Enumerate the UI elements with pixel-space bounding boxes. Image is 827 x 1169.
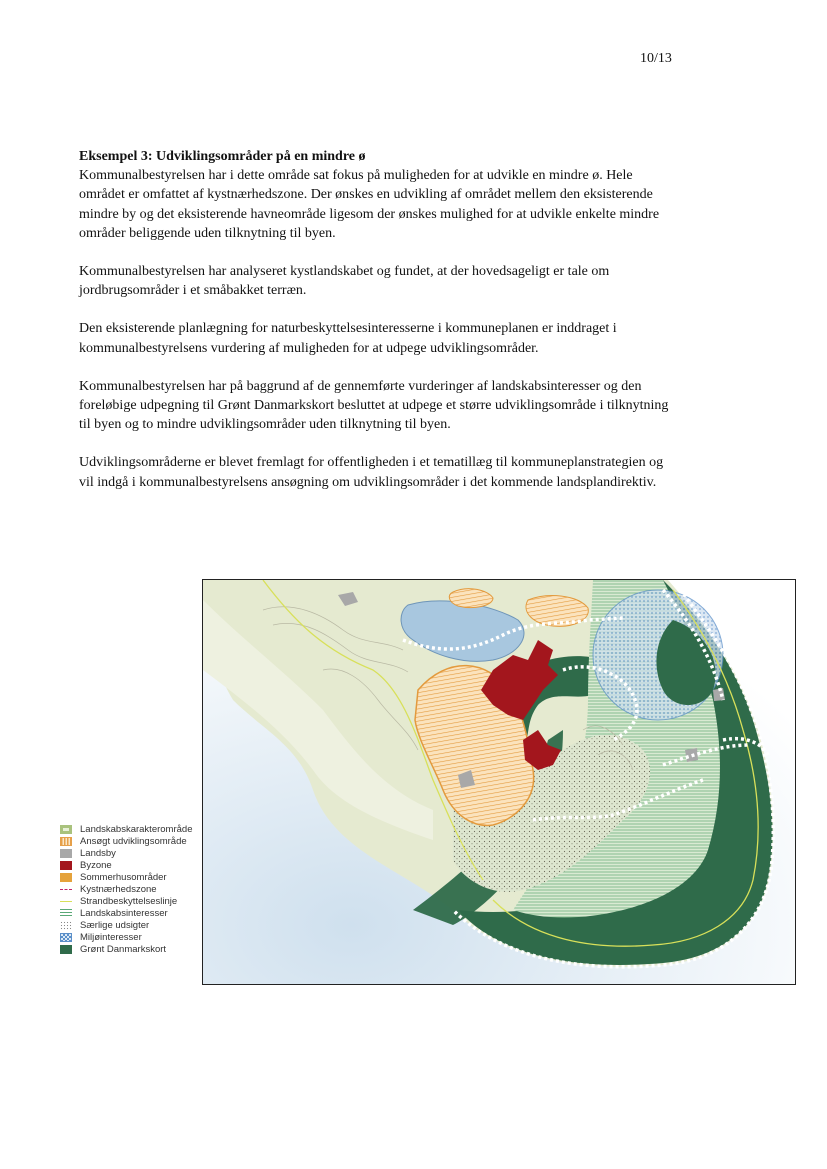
- legend-item-ansogt-udviklingsomrade: [60, 835, 192, 847]
- special-views-swatch-icon: [60, 921, 72, 930]
- legend-label: Strandbeskyttelseslinje: [80, 896, 178, 908]
- legend-label: Landskabsinteresser: [80, 908, 168, 920]
- legend-label: Kystnærhedszone: [80, 884, 157, 896]
- legend-item-landskabskarakteromrade: [60, 823, 192, 835]
- legend-item-miljointeresser: [60, 932, 192, 944]
- paragraph-1: Kommunalbestyrelsen har i dette område sat fokus på muligheden for at udvikle en mindre ø. Hele området er omfattet af kystnærhedszone. Der ønskes en udvikling af området mellem den eksisterende mindre by og det eksisterende havneområde ligesom der ønskes mulighed for at udvikle enkelte mindre områder beliggende uden tilknytning til byen.: [79, 168, 660, 241]
- legend-item-landskabsinteresser: [60, 908, 192, 920]
- legend-label: Landskabskarakterområde: [80, 823, 193, 835]
- beach-protection-line-icon: [60, 901, 72, 902]
- island-map: [202, 579, 796, 985]
- map-legend: [60, 823, 192, 956]
- paragraph-2: Kommunalbestyrelsen har analyseret kystlandskabet og fundet, at der hovedsageligt er tale om jordbrugsområder i et småbakket terræn.: [79, 264, 610, 299]
- legend-item-landsby: [60, 847, 192, 859]
- landscape-interests-swatch-icon: [60, 909, 72, 918]
- legend-item-byzone: [60, 859, 192, 871]
- legend-label: Landsby: [80, 847, 116, 859]
- legend-label: Byzone: [80, 859, 112, 871]
- village-swatch-icon: [60, 849, 72, 858]
- legend-label: Særlige udsigter: [80, 920, 150, 932]
- paragraph-4: Kommunalbestyrelsen har på baggrund af de gennemførte vurderinger af landskabsinteresser og den foreløbige udpegning til Grønt Danmarkskort besluttet at udpege et større udviklingsområde i tilknytning til byen og to mindre udviklingsområder uden tilknytning til byen.: [79, 378, 669, 433]
- development-area-swatch-icon: [60, 837, 72, 846]
- paragraph-5: Udviklingsområderne er blevet fremlagt for offentligheden i et tematillæg til kommuneplanstrategien og vil indgå i kommunalbestyrelsens ansøgning om udviklingsområder i det kommende landsplandirektiv.: [79, 455, 664, 490]
- legend-label: Grønt Danmarkskort: [80, 944, 167, 956]
- legend-label: Miljøinteresser: [80, 932, 142, 944]
- legend-label: Ansøgt udviklingsområde: [80, 835, 187, 847]
- legend-item-kystnaerhedszone: [60, 883, 192, 895]
- map-illustration: [203, 580, 796, 985]
- coastal-zone-line-icon: [60, 889, 72, 890]
- document-body: [79, 147, 669, 511]
- green-map-swatch-icon: [60, 945, 72, 954]
- legend-item-strandbeskyttelseslinje: [60, 896, 192, 908]
- urban-zone-swatch-icon: [60, 861, 72, 870]
- legend-item-saerlige-udsigter: [60, 920, 192, 932]
- section-heading: Eksempel 3: Udviklingsområder på en mindre ø: [79, 149, 366, 164]
- legend-item-gront-danmarkskort: [60, 944, 192, 956]
- legend-label: Sommerhusområder: [80, 871, 167, 883]
- summerhouse-swatch-icon: [60, 873, 72, 882]
- landscape-character-swatch-icon: [60, 825, 72, 834]
- page-number: 10/13: [640, 51, 672, 66]
- environment-interests-swatch-icon: [60, 933, 72, 942]
- legend-item-sommerhusomrader: [60, 871, 192, 883]
- paragraph-3: Den eksisterende planlægning for naturbeskyttelsesinteresserne i kommuneplanen er inddraget i kommunalbestyrelsens vurdering af muligheden for at udpege udviklingsområder.: [79, 321, 617, 356]
